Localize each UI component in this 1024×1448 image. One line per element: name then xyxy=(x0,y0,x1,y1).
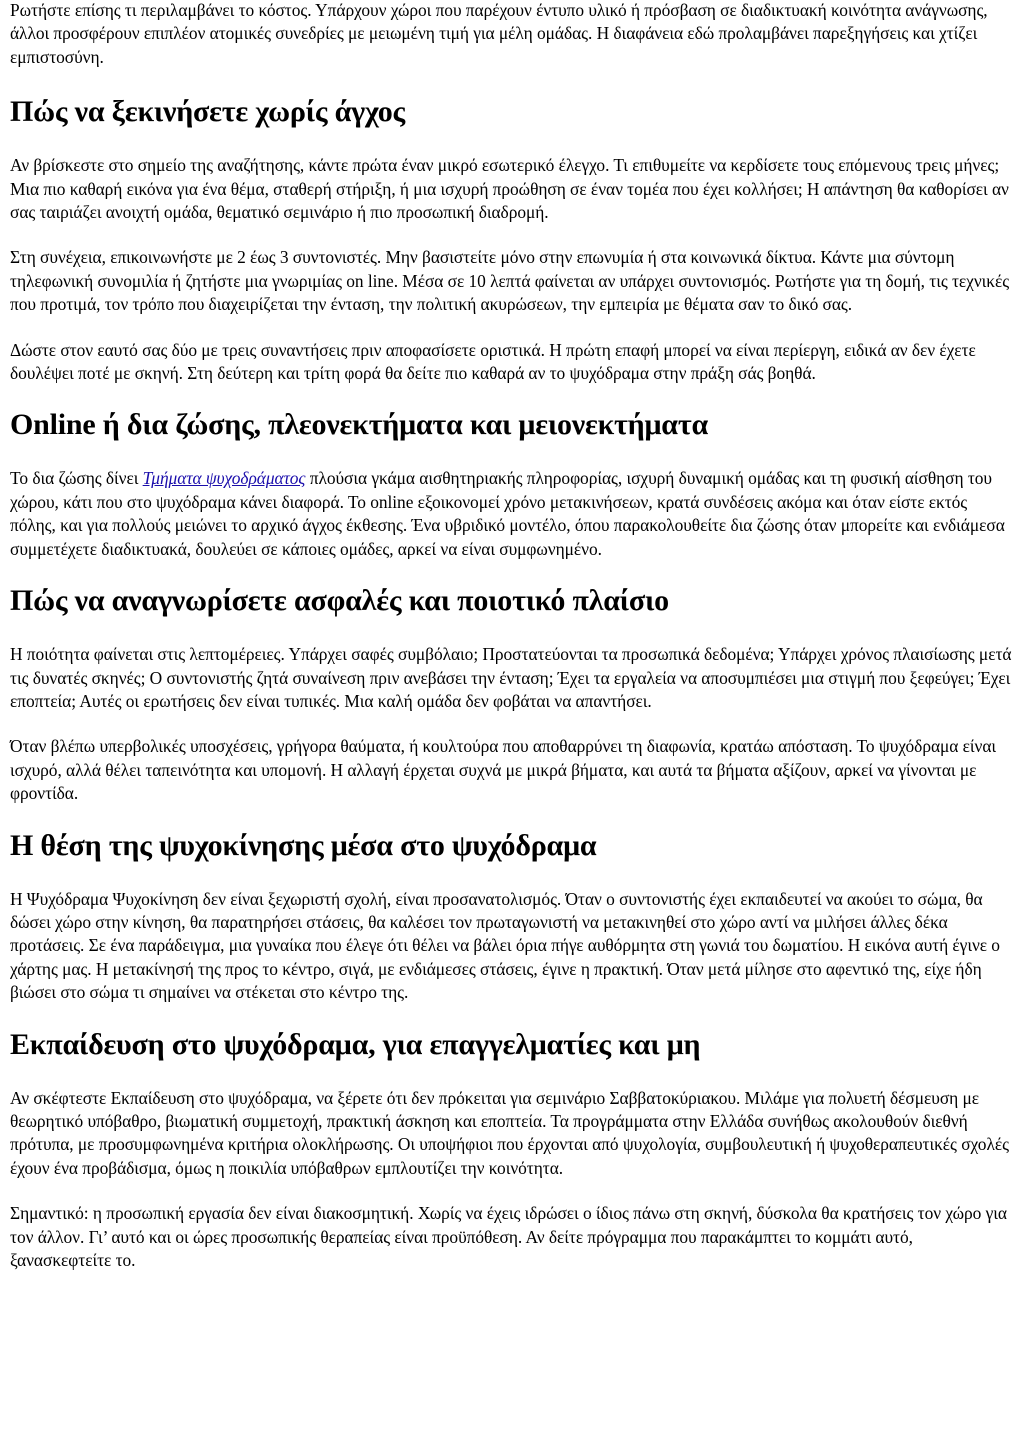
article xyxy=(10,0,1016,1294)
section-psychodrama-training xyxy=(10,1027,1016,1273)
section-online-vs-in-person xyxy=(10,407,1016,561)
paragraph: Στη συνέχεια, επικοινωνήστε με 2 έως 3 συντονιστές. Μην βασιστείτε μόνο στην επωνυμία ή στα κοινωνικά δίκτυα. Κάντε μια σύντομη τηλεφωνική συνομιλία ή ζητήστε μια γνωριμίας on line. Μέσα σε 10 λεπτά φαίνεται αν υπάρχει συντονισμός. Ρωτήστε για τη δομή, τις τεχνικές που προτιμά, τον τρόπο που διαχειρίζεται την ένταση, την πολιτική ακυρώσεων, την εμπειρία με θέματα σαν το δικό σας. xyxy=(10,247,1010,315)
section-heading: Η θέση της ψυχοκίνησης μέσα στο ψυχόδραμα xyxy=(10,828,597,862)
paragraph-text-after-link: πλούσια γκάμα αισθητηριακής πληροφορίας, ισχυρή δυναμική ομάδας και τη φυσική αίσθηση του χώρου, κάτι που στο ψυχόδραμα κάνει διαφορά. Το online εξοικονομεί χρόνο μετακινήσεων, κρατά συνδέσεις ακόμα και όταν είστε εκτός πόλης, και για πολλούς μειώνει το αρχικό άγχος έκθεσης. Ένα υβριδικό μοντέλο, όπου παρακολουθείτε δια ζώσης όταν μπορείτε και ενδιάμεσα συμμετέχετε διαδικτυακά, δουλεύει σε κάποιες ομάδες, αρκεί να είναι συμφωνημένο. xyxy=(10,468,1005,559)
paragraph: Η Ψυχόδραμα Ψυχοκίνηση δεν είναι ξεχωριστή σχολή, είναι προσανατολισμός. Όταν ο συντονιστής έχει εκπαιδευτεί να ακούει το σώμα, θα δώσει χώρο στην κίνηση, θα παρατηρήσει στάσεις, θα καλέσει τον πρωταγωνιστή να μετακινηθεί στο χώρο αντί να μιλήσει άλλες δέκα προτάσεις. Σε ένα παράδειγμα, μια γυναίκα που έλεγε ότι θέλει να βάλει όρια πήγε αυθόρμητα στη γωνιά του δωματίου. Η εικόνα αυτή έγινε ο χάρτης μας. Η μετακίνησή της προς το κέντρο, σιγά, με ενδιάμεσες στάσεις, έγινε η πρακτική. Όταν μετά μίλησε στο αφεντικό της, είχε ήδη βιώσει στο σώμα τι σημαίνει να στέκεται στο κέντρο της. xyxy=(10,888,1000,1003)
intro-paragraph: Ρωτήστε επίσης τι περιλαμβάνει το κόστος. Υπάρχουν χώροι που παρέχουν έντυπο υλικό ή πρόσβαση σε διαδικτυακή κοινότητα ανάγνωσης, άλλοι προσφέρουν επιπλέον ατομικές συνεδρίες με μειωμένη τιμή για μέλη ομάδας. Η διαφάνεια εδώ προλαμβάνει παρεξηγήσεις και χτίζει εμπιστοσύνη. xyxy=(10,0,988,67)
paragraph-with-link xyxy=(10,467,1016,561)
paragraph: Αν βρίσκεστε στο σημείο της αναζήτησης, κάντε πρώτα έναν μικρό εσωτερικό έλεγχο. Τι επιθυμείτε να κερδίσετε τους επόμενους τρεις μήνες; Μια πιο καθαρή εικόνα για ένα θέμα, σταθερή στήριξη, ή μια ισχυρή προώθηση σε έναν τομέα που έχει κολλήσει; Η απάντηση θα καθορίσει αν σας ταιριάζει ανοιχτή ομάδα, θεματικό σεμινάριο ή πιο προσωπική διαδρομή. xyxy=(10,155,1009,223)
section-heading: Online ή δια ζώσης, πλεονεκτήματα και μειονεκτήματα xyxy=(10,408,709,442)
paragraph: Όταν βλέπω υπερβολικές υποσχέσεις, γρήγορα θαύματα, ή κουλτούρα που αποθαρρύνει τη διαφωνία, κρατάω απόσταση. Το ψυχόδραμα είναι ισχυρό, αλλά θέλει ταπεινότητα και υπομονή. Η αλλαγή έρχεται συχνά με μικρά βήματα, και αυτά τα βήματα αξίζουν, αρκεί να γίνονται με φροντίδα. xyxy=(10,736,997,804)
psychodrama-groups-link[interactable]: Τμήματα ψυχοδράματος xyxy=(142,468,306,489)
paragraph: Σημαντικό: η προσωπική εργασία δεν είναι διακοσμητική. Χωρίς να έχεις ιδρώσει ο ίδιος πάνω στη σκηνή, δύσκολα θα κρατήσεις τον χώρο για τον άλλον. Γι’ αυτό και οι ώρες προσωπικής θεραπείας είναι προϋπόθεση. Αν δείτε πρόγραμμα που παρακάμπτει το κομμάτι αυτό, ξανασκεφτείτε το. xyxy=(10,1203,1007,1270)
paragraph: Δώστε στον εαυτό σας δύο με τρεις συναντήσεις πριν αποφασίσετε οριστικά. Η πρώτη επαφή μπορεί να είναι περίεργη, ειδικά αν δεν έχετε δουλέψει ποτέ με σκηνή. Στη δεύτερη και τρίτη φορά θα δείτε πιο καθαρά αν το ψυχόδραμα στην πράξη σάς βοηθά. xyxy=(10,339,976,384)
paragraph-text-before-link: Το δια ζώσης δίνει xyxy=(10,468,143,489)
section-start-without-anxiety xyxy=(10,94,1016,385)
section-heading: Πώς να αναγνωρίσετε ασφαλές και ποιοτικό πλαίσιο xyxy=(10,584,669,618)
section-safe-quality-framework xyxy=(10,583,1016,805)
section-heading: Πώς να ξεκινήσετε χωρίς άγχος xyxy=(10,95,405,129)
paragraph: Αν σκέφτεστε Εκπαίδευση στο ψυχόδραμα, να ξέρετε ότι δεν πρόκειται για σεμινάριο Σαββατοκύριακου. Μιλάμε για πολυετή δέσμευση με θεωρητικό υπόβαθρο, βιωματική συμμετοχή, πρακτική άσκηση και εποπτεία. Τα προγράμματα στην Ελλάδα συνήθως ακολουθούν διεθνή πρότυπα, με προσυμφωνημένα κριτήρια ολοκλήρωσης. Οι υποψήφιοι που έρχονται από ψυχολογία, συμβουλευτική ή ψυχοθεραπευτικές σχολές έχουν ένα προβάδισμα, όμως η ποικιλία υπόβαθρων εμπλουτίζει την κοινότητα. xyxy=(10,1087,1009,1178)
section-heading: Εκπαίδευση στο ψυχόδραμα, για επαγγελματίες και μη xyxy=(10,1027,701,1061)
section-psychomotion-role xyxy=(10,828,1016,1005)
paragraph: Η ποιότητα φαίνεται στις λεπτομέρειες. Υπάρχει σαφές συμβόλαιο; Προστατεύονται τα προσωπικά δεδομένα; Υπάρχει χρόνος πλαισίωσης μετά τις δυνατές σκηνές; Ο συντονιστής ζητά συναίνεση πριν ανεβάσει την ένταση; Έχει τα εργαλεία να αποσυμπιέσει μια στιγμή που ξεφεύγει; Έχει εποπτεία; Αυτές οι ερωτήσεις δεν είναι τυπικές. Μια καλή ομάδα δεν φοβάται να απαντήσει. xyxy=(10,644,1012,711)
